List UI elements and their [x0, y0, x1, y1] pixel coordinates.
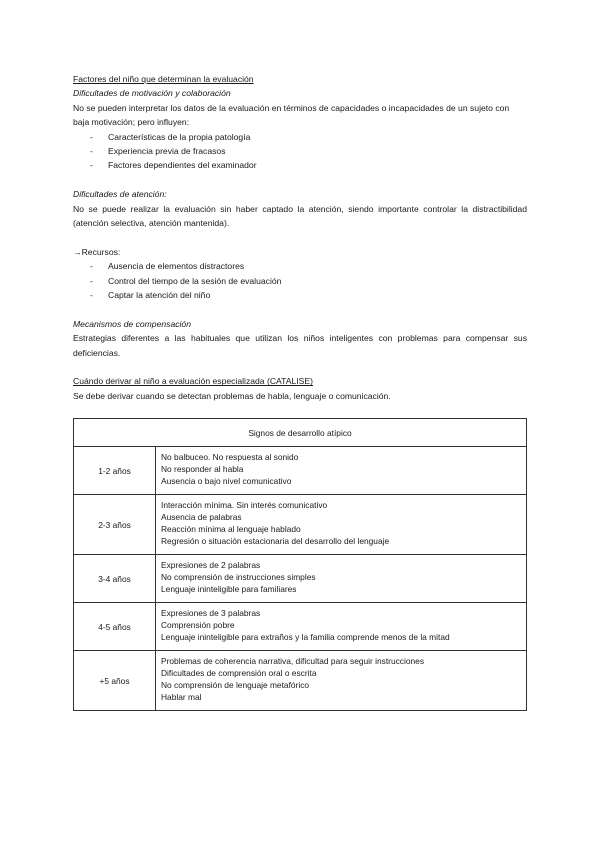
list-item: - Captar la atención del niño	[73, 288, 527, 302]
sign-item: Ausencia de palabras	[161, 512, 242, 523]
sign-item: Lenguaje ininteligible para extraños y la familia comprende menos de la mitad	[161, 632, 450, 643]
list-motivation	[73, 130, 527, 173]
age-cell: 4-5 años	[74, 603, 156, 651]
table-row	[74, 447, 527, 495]
sign-item: Lenguaje ininteligible para familiares	[161, 584, 297, 595]
age-cell: 2-3 años	[74, 495, 156, 555]
paragraph-attention: No se puede realizar la evaluación sin haber captado la atención, siendo importante controlar la distractibilidad (atención selectiva, atención mantenida).	[73, 203, 527, 229]
list-item: - Control del tiempo de la sesión de evaluación	[73, 274, 527, 288]
sign-item: Regresión o situación estacionaria del desarrollo del lenguaje	[161, 536, 390, 547]
sign-item: No balbuceo. No respuesta al sonido	[161, 452, 299, 463]
paragraph-referral: Se debe derivar cuando se detectan problemas de habla, lenguaje o comunicación.	[73, 390, 391, 401]
sign-item: Expresiones de 2 palabras	[161, 560, 261, 571]
section-heading-referral: Cuándo derivar al niño a evaluación especializada (CATALISE)	[73, 376, 313, 387]
paragraph-compensation: Estrategias diferentes a las habituales que utilizan los niños inteligentes con problemas para compensar sus deficiencias.	[73, 333, 527, 358]
sign-item: Reacción mínima al lenguaje hablado	[161, 524, 301, 535]
list-resources	[73, 259, 527, 302]
subheading-compensation: Mecanismos de compensación	[73, 318, 191, 329]
sign-item: No comprensión de lenguaje metafórico	[161, 680, 310, 691]
resources-label: →Recursos:	[73, 246, 121, 257]
signs-cell	[156, 651, 527, 711]
signs-cell	[156, 555, 527, 603]
sign-item: No responder al habla	[161, 464, 244, 475]
signs-cell	[156, 447, 527, 495]
table-row	[74, 603, 527, 651]
sign-item: Hablar mal	[161, 692, 202, 703]
sign-item: Dificultades de comprensión oral o escrita	[161, 668, 317, 679]
list-item: - Características de la propia patología	[73, 130, 527, 144]
sign-item: Problemas de coherencia narrativa, dificultad para seguir instrucciones	[161, 656, 425, 667]
subheading-attention: Dificultades de atención:	[73, 189, 167, 200]
list-item: - Experiencia previa de fracasos	[73, 144, 527, 158]
section-heading-factors: Factores del niño que determinan la evaluación	[73, 74, 254, 84]
subheading-motivation: Dificultades de motivación y colaboración	[73, 88, 231, 99]
sign-item: Ausencia o bajo nivel comunicativo	[161, 476, 292, 487]
table-row	[74, 495, 527, 555]
age-cell: 1-2 años	[74, 447, 156, 495]
sign-item: Comprensión pobre	[161, 620, 235, 631]
table-header-row	[74, 419, 527, 447]
paragraph-motivation: No se pueden interpretar los datos de la evaluación en términos de capacidades o incapacidades de un sujeto con baja motivación; pero influyen:	[73, 102, 510, 128]
list-item: - Ausencia de elementos distractores	[73, 259, 527, 273]
signs-cell	[156, 495, 527, 555]
table-header: Signos de desarrollo atípico	[74, 419, 527, 447]
document-page	[73, 72, 527, 711]
age-cell: 3-4 años	[74, 555, 156, 603]
age-cell: +5 años	[74, 651, 156, 711]
atypical-signs-table	[73, 418, 527, 711]
sign-item: Expresiones de 3 palabras	[161, 608, 261, 619]
list-item: - Factores dependientes del examinador	[73, 158, 527, 172]
table-row	[74, 651, 527, 711]
signs-cell	[156, 603, 527, 651]
sign-item: Interacción mínima. Sin interés comunicativo	[161, 500, 328, 511]
table-row	[74, 555, 527, 603]
sign-item: No comprensión de instrucciones simples	[161, 572, 316, 583]
